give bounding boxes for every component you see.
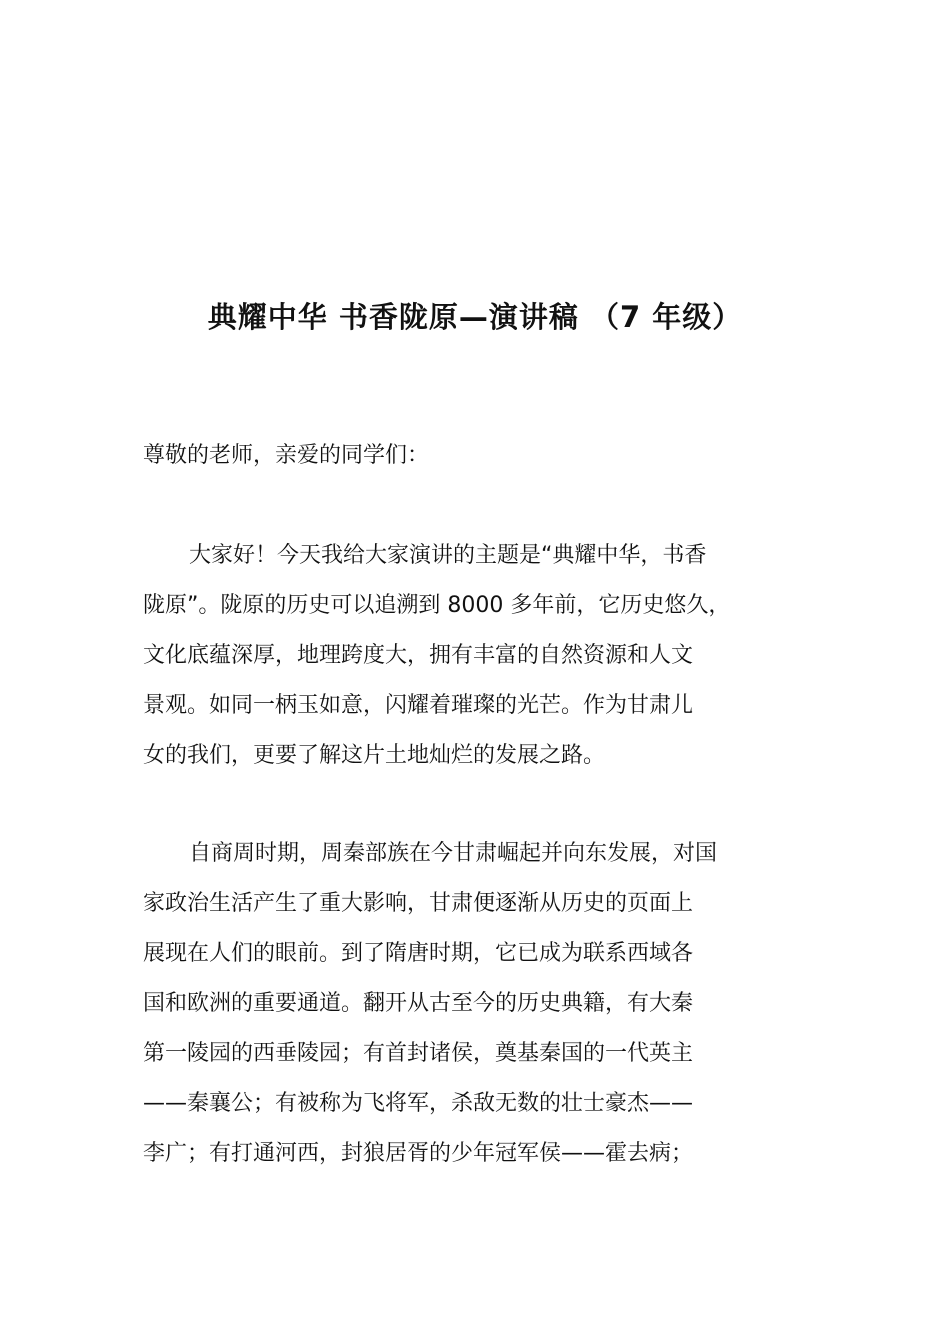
paragraph-line: 文化底蕴深厚，地理跨度大，拥有丰富的自然资源和人文 (143, 643, 694, 668)
paragraph-line: 女的我们，更要了解这片土地灿烂的发展之路。 (143, 743, 606, 768)
salutation: 尊敬的老师，亲爱的同学们： (143, 443, 430, 468)
document-title: 典耀中华 书香陇原—演讲稿 （7 年级） (207, 300, 743, 334)
paragraph-line: 大家好！今天我给大家演讲的主题是“典耀中华，书香 (189, 543, 707, 568)
paragraph-line: 景观。如同一柄玉如意，闪耀着璀璨的光芒。作为甘肃儿 (143, 693, 694, 718)
paragraph-line: 展现在人们的眼前。到了隋唐时期，它已成为联系西域各 (143, 941, 694, 966)
paragraph-line: 自商周时期，周秦部族在今甘肃崛起并向东发展，对国 (189, 841, 718, 866)
paragraph-line: 李广；有打通河西，封狼居胥的少年冠军侯——霍去病； (143, 1141, 694, 1166)
paragraph-line: 国和欧洲的重要通道。翻开从古至今的历史典籍，有大秦 (143, 991, 694, 1016)
paragraph-line: 陇原”。陇原的历史可以追溯到 8000 多年前，它历史悠久， (143, 593, 731, 618)
paragraph-line: ——秦襄公；有被称为飞将军，杀敌无数的壮士豪杰—— (143, 1091, 694, 1116)
paragraph-2 (143, 838, 843, 1188)
paragraph-1 (143, 540, 843, 790)
paragraph-line: 家政治生活产生了重大影响，甘肃便逐渐从历史的页面上 (143, 891, 694, 916)
paragraph-line: 第一陵园的西垂陵园；有首封诸侯，奠基秦国的一代英主 (143, 1041, 694, 1066)
